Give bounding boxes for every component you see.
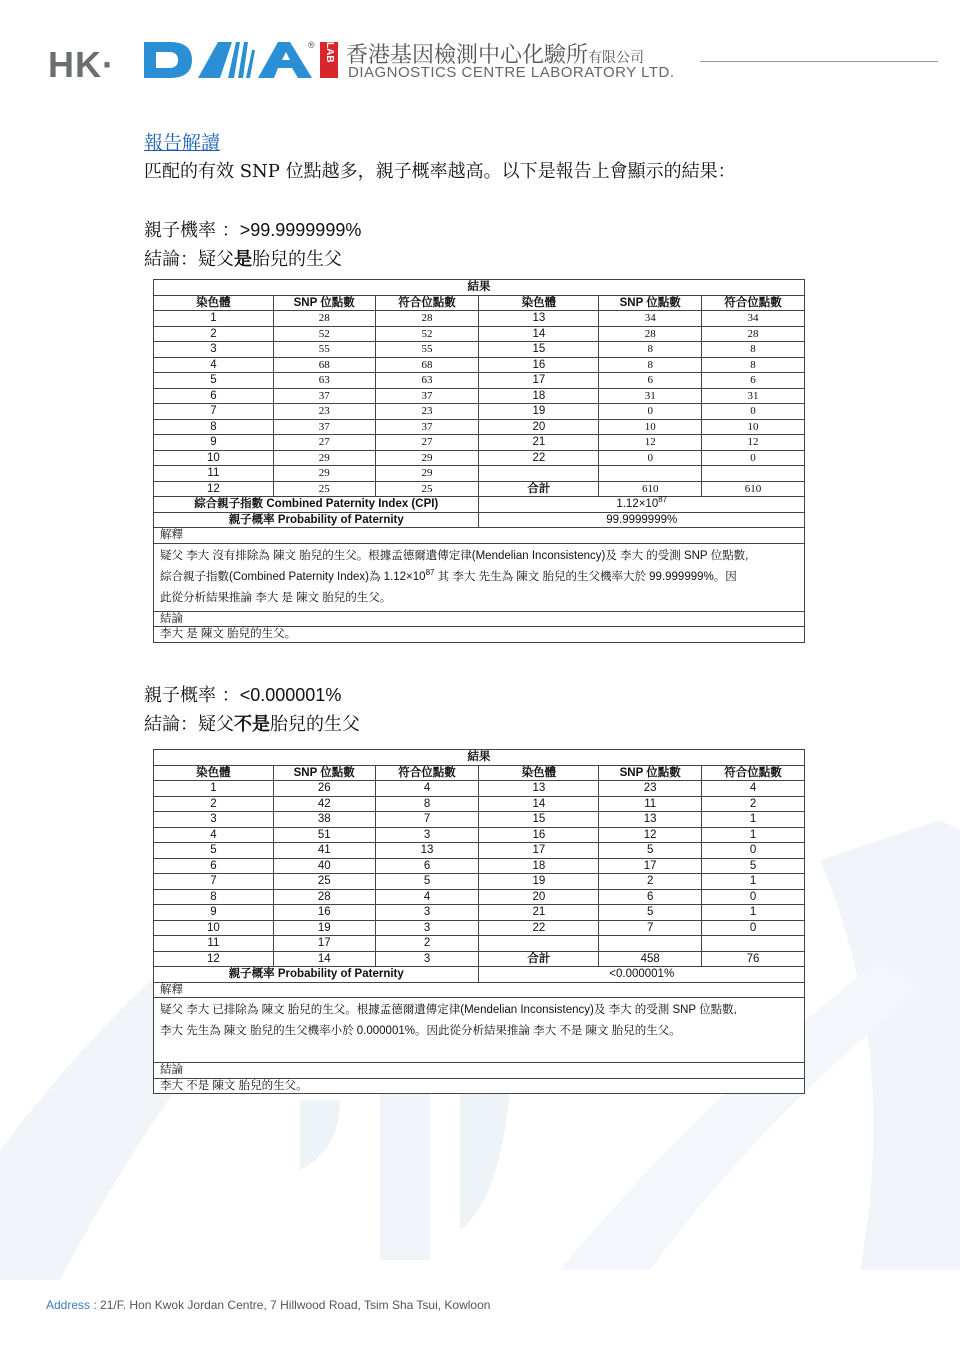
table-cell: 3	[154, 812, 274, 828]
table-cell: 27	[375, 435, 479, 451]
table-header-row	[154, 295, 805, 311]
table-cell: 28	[375, 311, 479, 327]
interpretation-text: 疑父 李大 沒有排除為 陳文 胎兒的生父。根據孟德爾遺傳定律(Mendelian Inconsistency)及 李大 的受測 SNP 位點數, 綜合親子指數(Combined Paternity Index)為 $1.12\times 10^{87}$ 其 李大 先生為 陳文 胎兒的生父機率大於 99.999999%。因 此從分析結果推論 李大 是 陳文 胎兒的生父。	[154, 543, 805, 611]
column-header: 染色體	[479, 295, 599, 311]
table-cell: 1	[154, 311, 274, 327]
table-cell	[599, 466, 702, 482]
table-cell: 3	[375, 920, 479, 936]
table-row	[154, 874, 805, 890]
interpretation-text: 疑父 李大 已排除為 陳文 胎兒的生父。根據孟德爾遺傳定律(Mendelian Inconsistency)及 李大 的受測 SNP 位點數, 李大 先生為 陳文 胎兒的生父機率小於 0.000001%。因此從分析結果推論 李大 不是 陳文 胎兒的生父。	[154, 998, 805, 1063]
table-row	[154, 781, 805, 797]
company-name-cn: 香港基因檢測中心化驗所有限公司	[346, 43, 645, 68]
table-cell: 17	[599, 858, 702, 874]
table-cell: 7	[154, 874, 274, 890]
table-row	[154, 466, 805, 482]
table-cell: 34	[702, 311, 805, 327]
table-cell	[479, 936, 599, 952]
table-cell: 25	[375, 481, 479, 497]
table-cell: 8	[154, 419, 274, 435]
table-cell: 13	[479, 311, 599, 327]
table-cell: 21	[479, 905, 599, 921]
table-cell: 8	[599, 357, 702, 373]
table-cell: 8	[375, 796, 479, 812]
case1-conclusion: 結論：疑父是胎兒的生父	[144, 249, 342, 270]
table-cell: 2	[702, 796, 805, 812]
case1-probability: 親子機率 ：>99.9999999%	[144, 220, 362, 241]
column-header: SNP 位點數	[273, 765, 375, 781]
table-cell: 12	[599, 435, 702, 451]
table-cell: 15	[479, 812, 599, 828]
table-cell: 16	[479, 827, 599, 843]
table-cell: 51	[273, 827, 375, 843]
table-cell: 29	[273, 466, 375, 482]
table-cell: 5	[702, 858, 805, 874]
table-cell: 11	[599, 796, 702, 812]
conclusion-text: 李大 是 陳文 胎兒的生父。	[154, 627, 805, 643]
table-cell: 7	[154, 404, 274, 420]
table-row	[154, 827, 805, 843]
column-header: SNP 位點數	[599, 295, 702, 311]
table-cell: 37	[273, 388, 375, 404]
case2-probability: 親子概率 ：<0.000001%	[144, 685, 342, 706]
column-header: 符合位點數	[375, 765, 479, 781]
table-row	[154, 812, 805, 828]
table-cell: 38	[273, 812, 375, 828]
table-cell: 18	[479, 858, 599, 874]
table-row	[154, 404, 805, 420]
table-cell: 15	[479, 342, 599, 358]
table-cell: 0	[702, 450, 805, 466]
table-cell: 9	[154, 435, 274, 451]
table-cell: 2	[154, 796, 274, 812]
interpretation-label: 解釋	[154, 528, 805, 544]
table-cell: 42	[273, 796, 375, 812]
table-cell: 0	[599, 404, 702, 420]
table-cell: 20	[479, 889, 599, 905]
table-cell: 13	[375, 843, 479, 859]
table-row	[154, 435, 805, 451]
table-row	[154, 951, 805, 967]
table-cell: 29	[273, 450, 375, 466]
cpi-row: 綜合親子指數 Combined Paternity Index (CPI) $1.12\times 10^{87}$	[154, 497, 805, 513]
table-cell: 8	[702, 342, 805, 358]
conclusion-label: 結論	[154, 1063, 805, 1079]
table-cell: 1	[702, 827, 805, 843]
table-cell: 17	[273, 936, 375, 952]
table-row	[154, 858, 805, 874]
table-cell: 16	[479, 357, 599, 373]
table-row	[154, 889, 805, 905]
table-cell: 28	[273, 311, 375, 327]
table-cell: 1	[154, 781, 274, 797]
table-cell: 3	[375, 951, 479, 967]
table-cell: 9	[154, 905, 274, 921]
table-cell: 2	[599, 874, 702, 890]
table-cell: 1	[702, 874, 805, 890]
table-cell: 76	[702, 951, 805, 967]
case1-result-table	[153, 279, 805, 643]
table-cell: 2	[154, 326, 274, 342]
table-cell: 8	[154, 889, 274, 905]
table-cell: 41	[273, 843, 375, 859]
table-cell: 5	[375, 874, 479, 890]
table-cell: 0	[702, 889, 805, 905]
table-cell: 1	[702, 905, 805, 921]
table-cell: 8	[702, 357, 805, 373]
table-cell: 37	[273, 419, 375, 435]
table-title: 結果	[154, 750, 805, 766]
table-row	[154, 419, 805, 435]
table-row	[154, 326, 805, 342]
table-cell: 23	[599, 781, 702, 797]
table-cell: 29	[375, 466, 479, 482]
lab-badge: LAB	[320, 42, 338, 78]
column-header: 染色體	[479, 765, 599, 781]
company-name-en: DIAGNOSTICS CENTRE LABORATORY LTD.	[348, 64, 675, 81]
table-cell: 12	[599, 827, 702, 843]
table-cell: 63	[273, 373, 375, 389]
table-cell: 3	[375, 905, 479, 921]
table-cell: 20	[479, 419, 599, 435]
table-cell: 合計	[479, 481, 599, 497]
table-cell: 458	[599, 951, 702, 967]
case2-result-table	[153, 749, 805, 1094]
table-cell: 4	[154, 357, 274, 373]
table-row	[154, 936, 805, 952]
probability-row: 親子概率 Probability of Paternity <0.000001%	[154, 967, 805, 983]
table-cell: 0	[702, 404, 805, 420]
table-cell: 610	[702, 481, 805, 497]
table-row	[154, 388, 805, 404]
table-cell: 34	[599, 311, 702, 327]
table-cell: 13	[599, 812, 702, 828]
table-cell: 22	[479, 920, 599, 936]
table-cell: 7	[375, 812, 479, 828]
table-cell	[599, 936, 702, 952]
table-cell	[702, 936, 805, 952]
table-cell: 14	[273, 951, 375, 967]
table-cell: 29	[375, 450, 479, 466]
table-cell: 11	[154, 936, 274, 952]
table-cell: 25	[273, 874, 375, 890]
table-cell: 610	[599, 481, 702, 497]
table-cell: 4	[154, 827, 274, 843]
page-header	[0, 0, 960, 110]
table-cell: 18	[479, 388, 599, 404]
section-intro: 匹配的有效 SNP 位點越多，親子概率越高。以下是報告上會顯示的結果：	[144, 161, 736, 182]
table-cell: 52	[273, 326, 375, 342]
column-header: 染色體	[154, 295, 274, 311]
table-cell: 17	[479, 373, 599, 389]
interpretation-label: 解釋	[154, 982, 805, 998]
table-cell: 55	[273, 342, 375, 358]
column-header: 符合位點數	[375, 295, 479, 311]
table-row	[154, 373, 805, 389]
table-cell: 37	[375, 388, 479, 404]
table-cell: 16	[273, 905, 375, 921]
svg-text:®: ®	[308, 40, 315, 50]
table-cell: 6	[375, 858, 479, 874]
table-cell: 19	[479, 874, 599, 890]
column-header: 符合位點數	[702, 295, 805, 311]
table-cell: 31	[599, 388, 702, 404]
table-row	[154, 357, 805, 373]
table-cell: 28	[599, 326, 702, 342]
table-cell: 68	[375, 357, 479, 373]
table-cell: 12	[702, 435, 805, 451]
table-row	[154, 796, 805, 812]
conclusion-text: 李大 不是 陳文 胎兒的生父。	[154, 1078, 805, 1094]
table-cell: 22	[479, 450, 599, 466]
column-header: 符合位點數	[702, 765, 805, 781]
table-cell: 6	[154, 858, 274, 874]
probability-row: 親子概率 Probability of Paternity 99.9999999%	[154, 512, 805, 528]
table-cell: 0	[599, 450, 702, 466]
header-divider	[700, 61, 938, 62]
column-header: SNP 位點數	[599, 765, 702, 781]
table-cell	[479, 466, 599, 482]
table-cell: 12	[154, 481, 274, 497]
table-cell: 5	[154, 843, 274, 859]
table-cell: 5	[154, 373, 274, 389]
table-cell: 17	[479, 843, 599, 859]
table-cell: 6	[702, 373, 805, 389]
table-cell: 0	[702, 920, 805, 936]
table-cell: 14	[479, 796, 599, 812]
table-cell: 0	[702, 843, 805, 859]
table-cell: 6	[599, 373, 702, 389]
table-cell	[702, 466, 805, 482]
table-cell: 2	[375, 936, 479, 952]
table-header-row	[154, 765, 805, 781]
table-row	[154, 905, 805, 921]
table-cell: 14	[479, 326, 599, 342]
table-cell: 55	[375, 342, 479, 358]
table-cell: 8	[599, 342, 702, 358]
table-cell: 19	[479, 404, 599, 420]
table-cell: 12	[154, 951, 274, 967]
table-cell: 1	[702, 812, 805, 828]
table-cell: 23	[375, 404, 479, 420]
table-cell: 10	[154, 920, 274, 936]
table-cell: 合計	[479, 951, 599, 967]
table-row	[154, 342, 805, 358]
column-header: 染色體	[154, 765, 274, 781]
logo-hk-text: HK·	[48, 44, 115, 85]
table-cell: 37	[375, 419, 479, 435]
table-cell: 63	[375, 373, 479, 389]
table-cell: 27	[273, 435, 375, 451]
table-cell: 19	[273, 920, 375, 936]
company-logo	[140, 38, 318, 82]
table-cell: 10	[702, 419, 805, 435]
table-row	[154, 481, 805, 497]
table-cell: 52	[375, 326, 479, 342]
table-cell: 13	[479, 781, 599, 797]
table-cell: 10	[599, 419, 702, 435]
table-cell: 23	[273, 404, 375, 420]
footer-address: Address : 21/F. Hon Kwok Jordan Centre, 7 Hillwood Road, Tsim Sha Tsui, Kowloon	[46, 1298, 491, 1312]
table-cell: 26	[273, 781, 375, 797]
table-cell: 40	[273, 858, 375, 874]
table-cell: 28	[702, 326, 805, 342]
table-cell: 5	[599, 843, 702, 859]
table-cell: 5	[599, 905, 702, 921]
table-cell: 31	[702, 388, 805, 404]
table-row	[154, 843, 805, 859]
table-cell: 4	[375, 781, 479, 797]
table-title: 結果	[154, 280, 805, 296]
table-row	[154, 311, 805, 327]
table-row	[154, 920, 805, 936]
table-cell: 4	[375, 889, 479, 905]
table-cell: 10	[154, 450, 274, 466]
table-cell: 3	[154, 342, 274, 358]
table-cell: 68	[273, 357, 375, 373]
table-row	[154, 450, 805, 466]
table-cell: 7	[599, 920, 702, 936]
table-cell: 6	[599, 889, 702, 905]
conclusion-label: 結論	[154, 611, 805, 627]
table-cell: 25	[273, 481, 375, 497]
table-cell: 11	[154, 466, 274, 482]
table-cell: 21	[479, 435, 599, 451]
table-cell: 3	[375, 827, 479, 843]
case2-conclusion: 結論：疑父不是胎兒的生父	[144, 714, 360, 735]
table-cell: 6	[154, 388, 274, 404]
table-cell: 28	[273, 889, 375, 905]
table-cell: 4	[702, 781, 805, 797]
column-header: SNP 位點數	[273, 295, 375, 311]
section-title[interactable]: 報告解讀	[144, 132, 221, 154]
